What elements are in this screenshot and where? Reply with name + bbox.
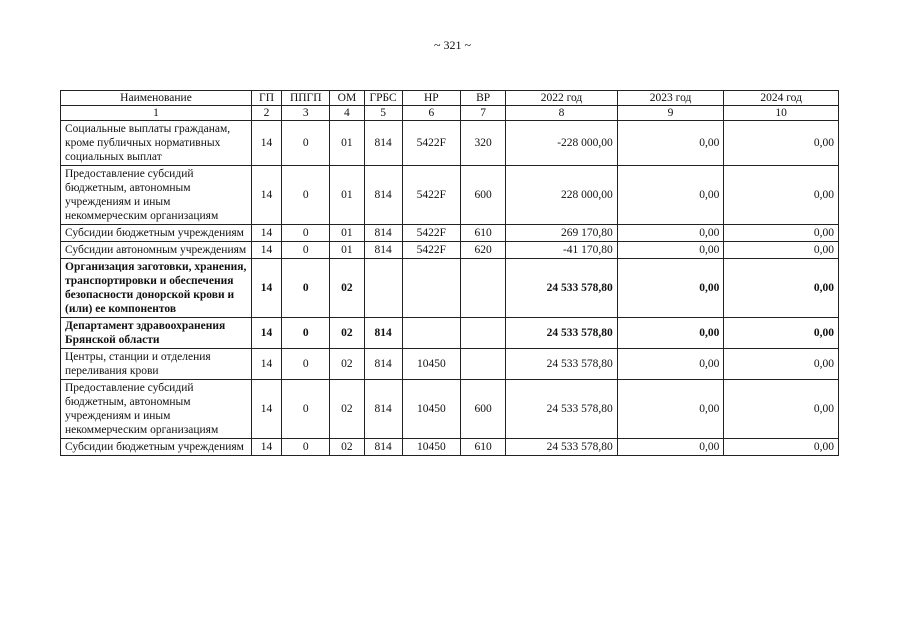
- om-cell: 02: [330, 259, 364, 318]
- grbs-cell: 814: [364, 242, 402, 259]
- column-number: 5: [364, 106, 402, 121]
- amount-2022-cell: 24 533 578,80: [506, 380, 618, 439]
- name-cell: Предоставление субсидий бюджетным, автономным учреждениям и иным некоммерческим организациям: [61, 166, 252, 225]
- name-cell: Социальные выплаты гражданам, кроме публичных нормативных социальных выплат: [61, 121, 252, 166]
- nr-cell: [402, 259, 460, 318]
- header-cell: ППГП: [282, 91, 330, 106]
- nr-cell: 10450: [402, 380, 460, 439]
- gp-cell: 14: [251, 380, 281, 439]
- om-cell: 02: [330, 380, 364, 439]
- header-number-row: [61, 106, 839, 121]
- amount-2024-cell: 0,00: [724, 121, 839, 166]
- page-number: ~ 321 ~: [434, 38, 471, 52]
- vr-cell: 600: [461, 380, 506, 439]
- ppgp-cell: 0: [282, 166, 330, 225]
- amount-2022-cell: 24 533 578,80: [506, 349, 618, 380]
- amount-2024-cell: 0,00: [724, 318, 839, 349]
- name-cell: Субсидии автономным учреждениям: [61, 242, 252, 259]
- om-cell: 02: [330, 318, 364, 349]
- ppgp-cell: 0: [282, 318, 330, 349]
- table-row: [61, 166, 839, 225]
- om-cell: 01: [330, 225, 364, 242]
- ppgp-cell: 0: [282, 439, 330, 456]
- amount-2022-cell: 24 533 578,80: [506, 439, 618, 456]
- column-number: 1: [61, 106, 252, 121]
- amount-2023-cell: 0,00: [617, 225, 724, 242]
- column-number: 6: [402, 106, 460, 121]
- vr-cell: 320: [461, 121, 506, 166]
- gp-cell: 14: [251, 242, 281, 259]
- table-row: [61, 349, 839, 380]
- column-number: 7: [461, 106, 506, 121]
- name-cell: Центры, станции и отделения переливания крови: [61, 349, 252, 380]
- name-cell: Предоставление субсидий бюджетным, автономным учреждениям и иным некоммерческим организациям: [61, 380, 252, 439]
- vr-cell: 600: [461, 166, 506, 225]
- header-label-row: [61, 91, 839, 106]
- header-cell: Наименование: [61, 91, 252, 106]
- name-cell: Организация заготовки, хранения, транспортировки и обеспечения безопасности донорской крови и (или) ее компонентов: [61, 259, 252, 318]
- amount-2022-cell: -41 170,80: [506, 242, 618, 259]
- amount-2022-cell: 24 533 578,80: [506, 259, 618, 318]
- om-cell: 01: [330, 242, 364, 259]
- grbs-cell: 814: [364, 439, 402, 456]
- amount-2024-cell: 0,00: [724, 166, 839, 225]
- nr-cell: 5422F: [402, 225, 460, 242]
- table-row: [61, 380, 839, 439]
- gp-cell: 14: [251, 121, 281, 166]
- amount-2022-cell: 269 170,80: [506, 225, 618, 242]
- column-number: 8: [506, 106, 618, 121]
- table-row: [61, 318, 839, 349]
- gp-cell: 14: [251, 166, 281, 225]
- table-body: [61, 121, 839, 456]
- header-cell: ОМ: [330, 91, 364, 106]
- amount-2023-cell: 0,00: [617, 349, 724, 380]
- ppgp-cell: 0: [282, 349, 330, 380]
- ppgp-cell: 0: [282, 259, 330, 318]
- nr-cell: 5422F: [402, 166, 460, 225]
- table-row: [61, 225, 839, 242]
- ppgp-cell: 0: [282, 121, 330, 166]
- amount-2023-cell: 0,00: [617, 259, 724, 318]
- table-row: [61, 439, 839, 456]
- name-cell: Департамент здравоохранения Брянской области: [61, 318, 252, 349]
- header-cell: НР: [402, 91, 460, 106]
- amount-2023-cell: 0,00: [617, 318, 724, 349]
- table-row: [61, 121, 839, 166]
- amount-2024-cell: 0,00: [724, 225, 839, 242]
- vr-cell: [461, 318, 506, 349]
- gp-cell: 14: [251, 318, 281, 349]
- amount-2024-cell: 0,00: [724, 349, 839, 380]
- budget-table: [60, 90, 839, 456]
- grbs-cell: 814: [364, 121, 402, 166]
- name-cell: Субсидии бюджетным учреждениям: [61, 439, 252, 456]
- table-row: [61, 242, 839, 259]
- gp-cell: 14: [251, 225, 281, 242]
- column-number: 4: [330, 106, 364, 121]
- nr-cell: 5422F: [402, 242, 460, 259]
- column-number: 3: [282, 106, 330, 121]
- om-cell: 01: [330, 121, 364, 166]
- header-cell: 2023 год: [617, 91, 724, 106]
- nr-cell: [402, 318, 460, 349]
- gp-cell: 14: [251, 349, 281, 380]
- column-number: 9: [617, 106, 724, 121]
- amount-2024-cell: 0,00: [724, 242, 839, 259]
- grbs-cell: [364, 259, 402, 318]
- header-cell: 2022 год: [506, 91, 618, 106]
- column-number: 2: [251, 106, 281, 121]
- nr-cell: 5422F: [402, 121, 460, 166]
- header-cell: ГРБС: [364, 91, 402, 106]
- amount-2022-cell: 228 000,00: [506, 166, 618, 225]
- vr-cell: [461, 349, 506, 380]
- nr-cell: 10450: [402, 439, 460, 456]
- ppgp-cell: 0: [282, 242, 330, 259]
- grbs-cell: 814: [364, 318, 402, 349]
- amount-2024-cell: 0,00: [724, 439, 839, 456]
- vr-cell: [461, 259, 506, 318]
- amount-2023-cell: 0,00: [617, 242, 724, 259]
- amount-2023-cell: 0,00: [617, 380, 724, 439]
- vr-cell: 620: [461, 242, 506, 259]
- table-row: [61, 259, 839, 318]
- amount-2022-cell: -228 000,00: [506, 121, 618, 166]
- grbs-cell: 814: [364, 166, 402, 225]
- column-number: 10: [724, 106, 839, 121]
- header-cell: 2024 год: [724, 91, 839, 106]
- header-cell: ГП: [251, 91, 281, 106]
- om-cell: 02: [330, 439, 364, 456]
- amount-2023-cell: 0,00: [617, 121, 724, 166]
- grbs-cell: 814: [364, 349, 402, 380]
- grbs-cell: 814: [364, 380, 402, 439]
- grbs-cell: 814: [364, 225, 402, 242]
- amount-2022-cell: 24 533 578,80: [506, 318, 618, 349]
- table-header: [61, 91, 839, 121]
- amount-2024-cell: 0,00: [724, 259, 839, 318]
- ppgp-cell: 0: [282, 225, 330, 242]
- header-cell: ВР: [461, 91, 506, 106]
- name-cell: Субсидии бюджетным учреждениям: [61, 225, 252, 242]
- amount-2023-cell: 0,00: [617, 439, 724, 456]
- nr-cell: 10450: [402, 349, 460, 380]
- gp-cell: 14: [251, 439, 281, 456]
- om-cell: 02: [330, 349, 364, 380]
- vr-cell: 610: [461, 225, 506, 242]
- vr-cell: 610: [461, 439, 506, 456]
- amount-2023-cell: 0,00: [617, 166, 724, 225]
- amount-2024-cell: 0,00: [724, 380, 839, 439]
- ppgp-cell: 0: [282, 380, 330, 439]
- om-cell: 01: [330, 166, 364, 225]
- gp-cell: 14: [251, 259, 281, 318]
